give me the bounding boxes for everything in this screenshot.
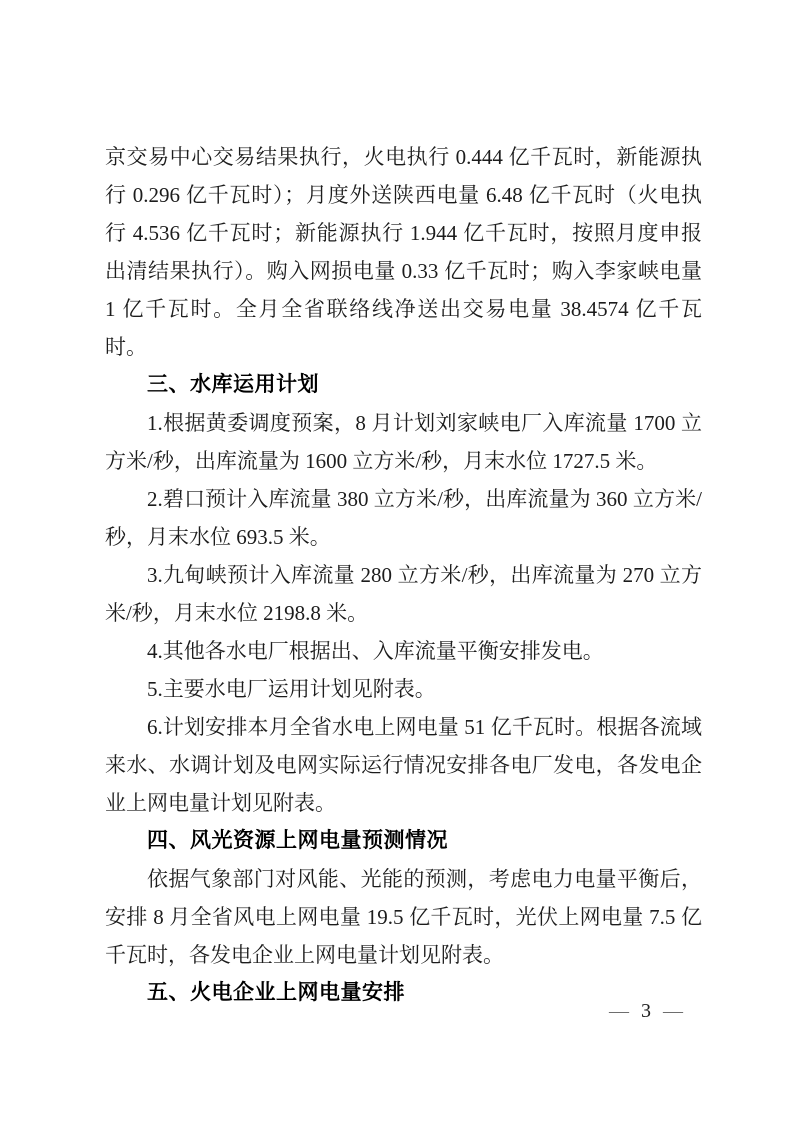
section-heading-reservoir-plan: 三、水库运用计划 [147,373,319,396]
section-heading-wind-solar-forecast: 四、风光资源上网电量预测情况 [147,829,448,852]
body-paragraph-liujiaxia: 1.根据黄委调度预案，8 月计划刘家峡电厂入库流量 1700 立方米/秒，出库流量为 1600 立方米/秒，月末水位 1727.5 米。 [105,411,702,473]
body-paragraph-bikou: 2.碧口预计入库流量 380 立方米/秒，出库流量为 360 立方米/秒，月末水位 693.5 米。 [105,487,702,549]
page-number: 3 [641,1000,651,1022]
body-paragraph-jiudianxia: 3.九甸峡预计入库流量 280 立方米/秒，出库流量为 270 立方米/秒，月末水位 2198.8 米。 [105,563,702,625]
body-paragraph-wind-solar: 依据气象部门对风能、光能的预测，考虑电力电量平衡后，安排 8 月全省风电上网电量 19.5 亿千瓦时，光伏上网电量 7.5 亿千瓦时，各发电企业上网电量计划见附表。 [105,867,702,967]
document-body [105,138,702,1012]
body-paragraph-main-hydro-table: 5.主要水电厂运用计划见附表。 [147,677,436,701]
page-footer [609,998,683,1024]
body-paragraph-trade-execution: 京交易中心交易结果执行，火电执行 0.444 亿千瓦时，新能源执行 0.296 亿千瓦时）；月度外送陕西电量 6.48 亿千瓦时（火电执行 4.536 亿千瓦时；新能源执行 1.944 亿千瓦时，按照月度申报出清结果执行）。购入网损电量 0.33 亿千瓦时；购入李家峡电量 1 亿千瓦时。全月全省联络线净送出交易电量 38.4574 亿千瓦时。 [105,145,702,359]
footer-left-dash: — [609,1000,629,1022]
footer-right-dash: — [663,1000,683,1022]
section-heading-thermal-power: 五、火电企业上网电量安排 [147,981,405,1004]
body-paragraph-other-hydro: 4.其他各水电厂根据出、入库流量平衡安排发电。 [147,639,604,663]
body-paragraph-monthly-hydro-power: 6.计划安排本月全省水电上网电量 51 亿千瓦时。根据各流域来水、水调计划及电网实际运行情况安排各电厂发电，各发电企业上网电量计划见附表。 [105,715,702,815]
